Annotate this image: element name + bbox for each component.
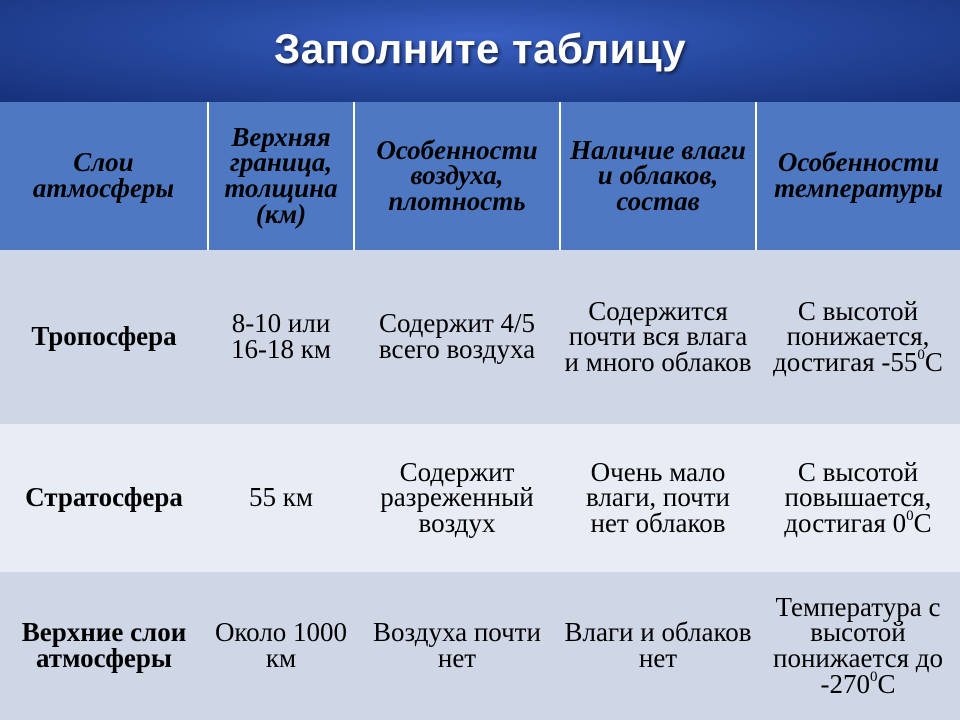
cell-temperature [756,424,960,572]
temperature-unit: С [913,507,932,538]
header-layers: Слои атмосферы [0,102,208,250]
cell-air: Содержит разреженный воздух [354,424,560,572]
table-row [0,572,960,720]
header-boundary: Верхняя граница, толщина (км) [208,102,354,250]
cell-layer: Тропосфера [0,250,208,424]
table-row [0,424,960,572]
cell-layer: Стратосфера [0,424,208,572]
header-moisture: Наличие влаги и облаков, состав [560,102,756,250]
cell-temperature [756,572,960,720]
slide-title: Заполните таблицу [273,25,687,72]
temperature-text: Температура с высотой понижается до [773,591,943,673]
header-temperature: Особенности температуры [756,102,960,250]
degree-superscript: 0 [917,346,925,363]
cell-layer: Верхние слои атмосферы [0,572,208,720]
cell-boundary: 8-10 или 16-18 км [208,250,354,424]
cell-air: Воздуха почти нет [354,572,560,720]
table-row [0,250,960,424]
degree-superscript: 0 [869,668,878,685]
cell-moisture: Содержится почти вся влага и много облаков [560,250,756,424]
degree-superscript: 0 [906,507,914,524]
temperature-unit: С [877,668,896,699]
table-header-row [0,102,960,250]
cell-moisture: Влаги и облаков нет [560,572,756,720]
temperature-text: С высотой понижается, достигая [773,295,930,377]
temperature-value: -55 [881,346,918,377]
temperature-unit: С [924,346,943,377]
cell-air: Содержит 4/5 всего воздуха [354,250,560,424]
atmosphere-table [0,102,960,720]
cell-moisture: Очень мало влаги, почти нет облаков [560,424,756,572]
cell-boundary: Около 1000 км [208,572,354,720]
title-bar [0,0,960,102]
temperature-text: С высотой повышается, достигая [784,456,932,538]
temperature-value: 0 [892,507,907,538]
temperature-value: -270 [820,668,870,699]
header-air: Особенности воздуха, плотность [354,102,560,250]
cell-temperature [756,250,960,424]
cell-boundary: 55 км [208,424,354,572]
